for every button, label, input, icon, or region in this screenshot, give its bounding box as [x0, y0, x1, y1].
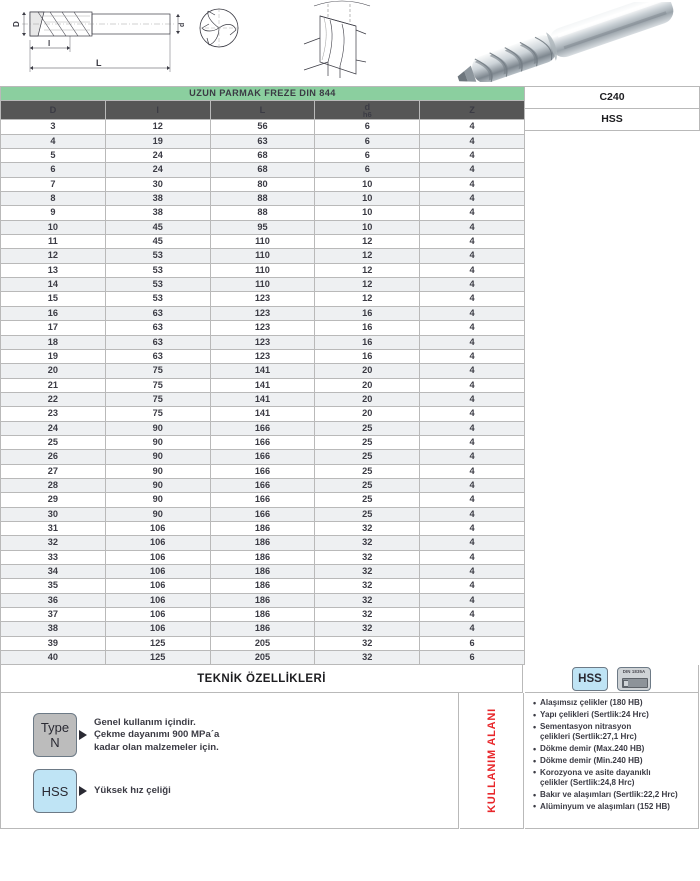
cell-D: 15	[1, 292, 106, 306]
type-desc-line-3: kadar olan malzemeler için.	[94, 741, 219, 753]
cell-d: 10	[315, 177, 420, 191]
list-item	[533, 710, 694, 720]
cell-d: 32	[315, 622, 420, 636]
cell-L: 141	[210, 392, 315, 406]
table-row	[1, 235, 525, 249]
cell-D: 8	[1, 192, 106, 206]
cell-l: 106	[105, 565, 210, 579]
table-row	[1, 364, 525, 378]
cell-D: 27	[1, 464, 106, 478]
cell-L: 88	[210, 206, 315, 220]
cell-l: 90	[105, 421, 210, 435]
table-row	[1, 493, 525, 507]
table-row	[1, 292, 525, 306]
cell-Z: 4	[420, 120, 525, 134]
column-header-d	[315, 101, 420, 120]
cell-Z: 4	[420, 565, 525, 579]
cell-Z: 4	[420, 536, 525, 550]
table-row	[1, 249, 525, 263]
cell-d: 25	[315, 507, 420, 521]
table-row	[1, 651, 525, 665]
table-title: UZUN PARMAK FREZE DIN 844	[1, 87, 525, 101]
type-badge-top: Type	[40, 720, 70, 736]
svg-text:d: d	[179, 22, 186, 27]
application-text: Dökme demir (Min.240 HB)	[540, 756, 643, 765]
list-item	[533, 722, 694, 743]
cell-L: 110	[210, 249, 315, 263]
column-header-Z	[420, 101, 525, 120]
cell-L: 110	[210, 235, 315, 249]
cell-l: 106	[105, 593, 210, 607]
cell-L: 141	[210, 378, 315, 392]
spec-table-wrap	[0, 86, 700, 665]
cell-d: 25	[315, 493, 420, 507]
table-row	[1, 149, 525, 163]
table-row	[1, 220, 525, 234]
cell-Z: 4	[420, 550, 525, 564]
cell-Z: 4	[420, 206, 525, 220]
cell-l: 90	[105, 478, 210, 492]
cell-Z: 4	[420, 622, 525, 636]
cell-d: 6	[315, 120, 420, 134]
cell-l: 63	[105, 349, 210, 363]
cell-d: 6	[315, 163, 420, 177]
cell-D: 23	[1, 407, 106, 421]
type-badge-bottom: N	[50, 735, 60, 751]
technical-title: TEKNİK ÖZELLİKLERİ	[0, 665, 523, 693]
cell-Z: 4	[420, 407, 525, 421]
column-header-L	[210, 101, 315, 120]
cell-D: 25	[1, 435, 106, 449]
table-row	[1, 335, 525, 349]
cell-l: 106	[105, 536, 210, 550]
cell-L: 166	[210, 464, 315, 478]
shank-glyph	[622, 678, 648, 688]
cell-L: 141	[210, 364, 315, 378]
cell-D: 39	[1, 636, 106, 650]
cell-d: 12	[315, 292, 420, 306]
cell-l: 125	[105, 636, 210, 650]
cell-L: 110	[210, 263, 315, 277]
cell-l: 90	[105, 493, 210, 507]
cell-L: 186	[210, 622, 315, 636]
cell-D: 26	[1, 450, 106, 464]
cell-Z: 4	[420, 349, 525, 363]
cell-d: 32	[315, 521, 420, 535]
cell-d: 25	[315, 435, 420, 449]
cell-D: 7	[1, 177, 106, 191]
cell-l: 24	[105, 149, 210, 163]
cell-L: 186	[210, 608, 315, 622]
application-text: Bakır ve alaşımları (Sertlik:22,2 Hrc)	[540, 790, 678, 799]
cell-Z: 4	[420, 364, 525, 378]
cell-Z: 4	[420, 608, 525, 622]
cell-L: 123	[210, 292, 315, 306]
cell-Z: 6	[420, 651, 525, 665]
cell-d: 25	[315, 464, 420, 478]
cell-l: 24	[105, 163, 210, 177]
cell-l: 45	[105, 220, 210, 234]
type-n-row	[33, 713, 219, 757]
table-row	[1, 192, 525, 206]
cell-D: 30	[1, 507, 106, 521]
cell-D: 36	[1, 593, 106, 607]
cell-Z: 4	[420, 321, 525, 335]
cell-Z: 4	[420, 392, 525, 406]
cell-Z: 4	[420, 335, 525, 349]
cell-D: 19	[1, 349, 106, 363]
cell-D: 18	[1, 335, 106, 349]
table-row	[1, 321, 525, 335]
svg-text:D: D	[12, 21, 21, 27]
type-n-description	[94, 717, 219, 755]
cell-d: 32	[315, 565, 420, 579]
cell-D: 4	[1, 134, 106, 148]
cell-l: 106	[105, 622, 210, 636]
cell-d: 12	[315, 278, 420, 292]
cell-L: 166	[210, 507, 315, 521]
cell-L: 205	[210, 636, 315, 650]
cell-D: 24	[1, 421, 106, 435]
cell-L: 166	[210, 421, 315, 435]
cell-d: 16	[315, 306, 420, 320]
cell-L: 123	[210, 306, 315, 320]
cell-l: 38	[105, 192, 210, 206]
cell-l: 125	[105, 651, 210, 665]
hss-row	[33, 769, 171, 813]
table-row	[1, 608, 525, 622]
cell-Z: 4	[420, 220, 525, 234]
table-body	[1, 120, 525, 665]
table-row	[1, 378, 525, 392]
cell-d: 10	[315, 192, 420, 206]
list-item	[533, 768, 694, 789]
cell-l: 53	[105, 263, 210, 277]
cell-l: 75	[105, 378, 210, 392]
technical-body	[0, 693, 459, 829]
technical-section	[0, 665, 700, 829]
cell-l: 63	[105, 306, 210, 320]
cell-D: 11	[1, 235, 106, 249]
cell-d: 12	[315, 263, 420, 277]
arrow-right-icon	[79, 786, 87, 796]
table-row	[1, 478, 525, 492]
cell-L: 141	[210, 407, 315, 421]
cell-d: 32	[315, 593, 420, 607]
cell-l: 106	[105, 608, 210, 622]
table-title-row	[1, 87, 525, 101]
cell-L: 186	[210, 521, 315, 535]
cell-l: 106	[105, 579, 210, 593]
cell-L: 68	[210, 163, 315, 177]
cell-L: 88	[210, 192, 315, 206]
column-header-main: L	[259, 105, 266, 116]
spec-table	[0, 86, 525, 665]
cell-Z: 4	[420, 278, 525, 292]
cell-D: 32	[1, 536, 106, 550]
cell-l: 90	[105, 450, 210, 464]
badge-bar	[525, 665, 699, 693]
cell-D: 5	[1, 149, 106, 163]
cell-D: 16	[1, 306, 106, 320]
cell-L: 166	[210, 493, 315, 507]
usage-area-label	[460, 693, 524, 829]
list-item	[533, 744, 694, 754]
cell-l: 75	[105, 392, 210, 406]
table-row	[1, 550, 525, 564]
application-text-continued: çelikler (Sertlik:24,8 Hrc)	[540, 778, 635, 788]
cell-D: 17	[1, 321, 106, 335]
cell-D: 35	[1, 579, 106, 593]
application-text: Alüminyum ve alaşımları (152 HB)	[540, 801, 670, 811]
cell-d: 25	[315, 421, 420, 435]
cell-d: 32	[315, 651, 420, 665]
cell-L: 186	[210, 536, 315, 550]
cell-d: 20	[315, 392, 420, 406]
application-text: Dökme demir (Max.240 HB)	[540, 744, 645, 754]
cell-l: 63	[105, 321, 210, 335]
cell-L: 110	[210, 278, 315, 292]
cell-Z: 4	[420, 421, 525, 435]
hss-material-badge: HSS	[33, 769, 77, 813]
cell-d: 32	[315, 536, 420, 550]
cell-l: 53	[105, 278, 210, 292]
cell-l: 106	[105, 521, 210, 535]
cell-d: 16	[315, 335, 420, 349]
cell-D: 29	[1, 493, 106, 507]
cell-L: 56	[210, 120, 315, 134]
column-header-l	[105, 101, 210, 120]
type-desc-line-2: Çekme dayanımı 900 MPa´a	[94, 729, 220, 741]
table-row	[1, 349, 525, 363]
cell-d: 25	[315, 450, 420, 464]
table-row	[1, 565, 525, 579]
cell-l: 53	[105, 292, 210, 306]
cell-l: 53	[105, 249, 210, 263]
cell-d: 32	[315, 636, 420, 650]
table-row	[1, 407, 525, 421]
hss-description: Yüksek hız çeliği	[94, 785, 171, 797]
din-1835a-shank-icon	[617, 667, 651, 691]
cell-d: 6	[315, 134, 420, 148]
cell-d: 20	[315, 378, 420, 392]
cell-d: 16	[315, 349, 420, 363]
cell-Z: 4	[420, 378, 525, 392]
cell-L: 166	[210, 478, 315, 492]
table-row	[1, 435, 525, 449]
cell-D: 10	[1, 220, 106, 234]
cell-D: 21	[1, 378, 106, 392]
table-row	[1, 464, 525, 478]
list-item	[533, 698, 694, 708]
table-row	[1, 206, 525, 220]
cell-D: 20	[1, 364, 106, 378]
cell-Z: 4	[420, 163, 525, 177]
cell-Z: 4	[420, 493, 525, 507]
cell-D: 33	[1, 550, 106, 564]
cell-L: 186	[210, 550, 315, 564]
cell-l: 90	[105, 507, 210, 521]
cell-l: 90	[105, 435, 210, 449]
cell-Z: 4	[420, 192, 525, 206]
table-row	[1, 507, 525, 521]
cell-Z: 4	[420, 435, 525, 449]
cell-L: 186	[210, 579, 315, 593]
cell-d: 16	[315, 321, 420, 335]
cell-l: 38	[105, 206, 210, 220]
cell-l: 12	[105, 120, 210, 134]
cell-D: 14	[1, 278, 106, 292]
illustration-band	[0, 0, 700, 86]
cell-D: 31	[1, 521, 106, 535]
cell-Z: 4	[420, 134, 525, 148]
cell-d: 6	[315, 149, 420, 163]
table-row	[1, 536, 525, 550]
cell-Z: 4	[420, 521, 525, 535]
application-materials-list	[525, 693, 699, 829]
table-row	[1, 120, 525, 134]
usage-area-text: KULLANIM ALANI	[485, 708, 498, 814]
cell-Z: 4	[420, 306, 525, 320]
table-row	[1, 622, 525, 636]
cell-l: 90	[105, 464, 210, 478]
cell-l: 45	[105, 235, 210, 249]
cell-Z: 4	[420, 579, 525, 593]
cell-Z: 4	[420, 235, 525, 249]
type-n-badge	[33, 713, 77, 757]
din-badge-label: DIN 1835A	[622, 669, 646, 675]
cell-L: 186	[210, 565, 315, 579]
table-row	[1, 593, 525, 607]
table-row	[1, 306, 525, 320]
cell-Z: 4	[420, 507, 525, 521]
svg-text:l: l	[48, 39, 51, 48]
cell-D: 13	[1, 263, 106, 277]
cell-L: 95	[210, 220, 315, 234]
cell-D: 6	[1, 163, 106, 177]
cell-L: 63	[210, 134, 315, 148]
cell-l: 19	[105, 134, 210, 148]
cell-l: 75	[105, 364, 210, 378]
cell-D: 22	[1, 392, 106, 406]
column-header-main: D	[49, 105, 57, 116]
cell-l: 106	[105, 550, 210, 564]
application-text: Alaşımsız çelikler (180 HB)	[540, 698, 643, 708]
cell-d: 12	[315, 235, 420, 249]
cell-l: 63	[105, 335, 210, 349]
product-code: C240	[525, 86, 700, 109]
cell-L: 166	[210, 435, 315, 449]
cell-l: 75	[105, 407, 210, 421]
table-row	[1, 579, 525, 593]
arrow-right-icon	[79, 730, 87, 740]
application-text-continued: çelikleri (Sertlik:27,1 Hrc)	[540, 732, 637, 742]
application-text: Korozyona ve asite dayanıklı	[540, 767, 651, 777]
hss-badge: HSS	[572, 667, 608, 691]
svg-text:L: L	[96, 58, 102, 68]
cell-D: 34	[1, 565, 106, 579]
cell-L: 205	[210, 651, 315, 665]
table-row	[1, 278, 525, 292]
column-header-D	[1, 101, 106, 120]
table-row	[1, 421, 525, 435]
column-header-main: Z	[469, 105, 475, 116]
cell-d: 20	[315, 364, 420, 378]
cell-d: 32	[315, 550, 420, 564]
list-item	[533, 802, 694, 812]
table-row	[1, 636, 525, 650]
cell-D: 3	[1, 120, 106, 134]
cell-l: 30	[105, 177, 210, 191]
application-text: Yapı çelikleri (Sertlik:24 Hrc)	[540, 710, 649, 720]
cell-Z: 4	[420, 593, 525, 607]
cell-L: 123	[210, 321, 315, 335]
end-mill-product-photo	[430, 2, 692, 82]
cell-Z: 4	[420, 292, 525, 306]
cell-D: 28	[1, 478, 106, 492]
list-item	[533, 756, 694, 766]
application-text: Sementasyon nitrasyon	[540, 722, 632, 731]
cell-Z: 4	[420, 249, 525, 263]
cell-d: 10	[315, 206, 420, 220]
cell-d: 20	[315, 407, 420, 421]
cell-d: 25	[315, 478, 420, 492]
type-desc-line-1: Genel kullanım içindir.	[94, 716, 196, 728]
cell-Z: 4	[420, 149, 525, 163]
cell-d: 12	[315, 249, 420, 263]
end-mill-cutting-detail-drawing	[280, 0, 410, 82]
column-header-main: d	[364, 102, 371, 113]
cell-L: 186	[210, 593, 315, 607]
cell-d: 32	[315, 608, 420, 622]
product-code-block	[525, 86, 700, 131]
cell-Z: 4	[420, 177, 525, 191]
end-mill-cross-section-drawing	[188, 2, 250, 62]
cell-Z: 4	[420, 263, 525, 277]
cell-d: 32	[315, 579, 420, 593]
product-material: HSS	[525, 109, 700, 131]
list-item	[533, 790, 694, 800]
table-row	[1, 450, 525, 464]
cell-L: 166	[210, 450, 315, 464]
cell-Z: 4	[420, 478, 525, 492]
cell-Z: 4	[420, 464, 525, 478]
cell-L: 80	[210, 177, 315, 191]
table-row	[1, 392, 525, 406]
cell-L: 123	[210, 335, 315, 349]
column-header-main: l	[156, 105, 159, 116]
cell-D: 12	[1, 249, 106, 263]
table-row	[1, 134, 525, 148]
cell-D: 38	[1, 622, 106, 636]
cell-L: 68	[210, 149, 315, 163]
table-row	[1, 263, 525, 277]
table-row	[1, 163, 525, 177]
table-row	[1, 177, 525, 191]
table-row	[1, 521, 525, 535]
cell-D: 9	[1, 206, 106, 220]
cell-L: 123	[210, 349, 315, 363]
cell-Z: 4	[420, 450, 525, 464]
table-header-row	[1, 101, 525, 120]
cell-Z: 6	[420, 636, 525, 650]
cell-d: 10	[315, 220, 420, 234]
column-header-sub: h6	[362, 110, 372, 120]
cell-D: 37	[1, 608, 106, 622]
cell-D: 40	[1, 651, 106, 665]
